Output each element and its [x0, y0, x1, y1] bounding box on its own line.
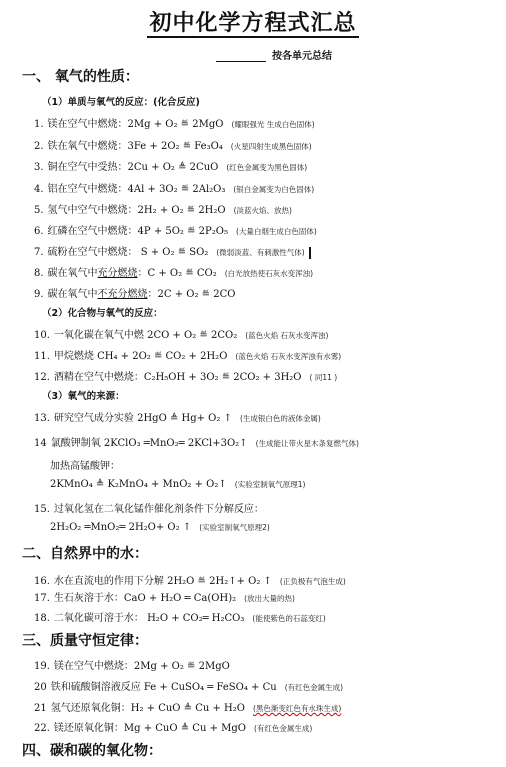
equation-row-20: 20 铁和硫酸铜溶液反应 Fe + CuSO₄ ═ FeSO₄ + Cu (有红色金属生成): [34, 682, 344, 693]
equation-row-15-formula: 2H₂O₂ ═MnO₂═ 2H₂O+ O₂ ↑ (实验室制氧气原理2): [50, 522, 270, 533]
equation-row-8: 8. 碳在氧气中充分燃烧：C + O₂ ≝ CO₂ (白光放热使石灰水变浑浊): [34, 268, 314, 279]
equation-row-22: 22. 镁还原氧化铜：Mg + CuO ≜ Cu + MgO (有红色金属生成): [34, 723, 313, 734]
equation-row-17: 17. 生石灰溶于水：CaO + H₂O ═ Ca(OH)₂ (放出大量的热): [34, 593, 295, 604]
section-heading-1: 一、 氧气的性质：: [22, 69, 139, 85]
equation-row-3: 3. 铜在空气中受热：2Cu + O₂ ≜ 2CuO (红色金属变为黑色固体): [34, 162, 308, 173]
equation-row-18: 18. 二氧化碳可溶于水： H₂O + CO₂═ H₂CO₃ (能使紫色的石蕊变红): [34, 613, 326, 624]
section-heading-4: 四、碳和碳的氧化物：: [22, 743, 162, 759]
equation-row-7: 7. 硫粉在空气中燃烧： S + O₂ ≝ SO₂ (微弱淡蓝、有刺激性气体): [34, 243, 311, 259]
equation-row-14-label: 加热高锰酸钾：: [50, 461, 120, 472]
equation-row-9: 9. 碳在氧气中不充分燃烧：2C + O₂ ≝ 2CO: [34, 289, 236, 300]
equation-row-19: 19. 镁在空气中燃烧：2Mg + O₂ ≝ 2MgO: [34, 661, 230, 672]
equation-row-16: 16. 水在直流电的作用下分解 2H₂O ≝ 2H₂↑+ O₂ ↑ (正负极有气泡生成): [34, 576, 346, 587]
section-heading-2: 二、自然界中的水：: [22, 546, 148, 562]
equation-row-12: 12. 酒精在空气中燃烧：C₂H₅OH + 3O₂ ≝ 2CO₂ + 3H₂O ( 同11 ): [34, 372, 338, 383]
equation-row-13: 13. 研究空气成分实验 2HgO ≜ Hg+ O₂ ↑ (生成银白色的液体金属): [34, 413, 321, 424]
equation-row-6: 6. 红磷在空气中燃烧：4P + 5O₂ ≝ 2P₂O₅ (大量白烟生成白色固体): [34, 226, 317, 237]
page-title: 初中化学方程式汇总: [149, 10, 357, 36]
section-heading-3: 三、质量守恒定律：: [22, 633, 148, 649]
subsection-heading-3: （3）氧气的来源：: [42, 391, 125, 402]
equation-row-5: 5. 氢气中空气中燃烧：2H₂ + O₂ ≝ 2H₂O (淡蓝火焰、放热): [34, 205, 292, 216]
text-cursor: [309, 247, 311, 259]
equation-row-2: 2. 铁在氧气中燃烧：3Fe + 2O₂ ≝ Fe₃O₄ (火星四射生成黑色固体): [34, 141, 312, 152]
equation-row-14: 14 氯酸钾制氧 2KClO₃ ═MnO₂═ 2KCl+3O₂↑ (生成能让带火星木条复燃气体): [34, 438, 359, 449]
equation-row-15: 15. 过氧化氢在二氧化锰作催化剂条件下分解反应：: [34, 504, 264, 515]
equation-row-10: 10. 一氧化碳在氧气中燃 2CO + O₂ ≝ 2CO₂ (蓝色火焰 石灰水变浑浊): [34, 330, 329, 341]
equation-row-1: 1. 镁在空气中燃烧：2Mg + O₂ ≝ 2MgO (耀眼强光 生成白色固体): [34, 119, 315, 130]
subsection-heading-2: （2）化合物与氧气的反应：: [42, 308, 163, 319]
author-line: 按各单元总结: [216, 47, 332, 62]
equation-row-14-formula: 2KMnO₄ ≜ K₂MnO₄ + MnO₂ + O₂↑ (实验室制氧气原理1): [50, 479, 306, 490]
equation-row-11: 11. 甲烷燃烧 CH₄ + 2O₂ ≝ CO₂ + 2H₂O (蓝色火焰 石灰水变浑浊有水雾): [34, 351, 342, 362]
equation-row-4: 4. 铝在空气中燃烧：4Al + 3O₂ ≝ 2Al₂O₃ (银白金属变为白色固体): [34, 184, 315, 195]
equation-row-21: 21 氢气还原氧化铜：H₂ + CuO ≜ Cu + H₂O (黑色渐变红色有水珠生成): [34, 703, 342, 714]
subsection-heading-1: （1）单质与氧气的反应：(化合反应): [42, 97, 200, 108]
